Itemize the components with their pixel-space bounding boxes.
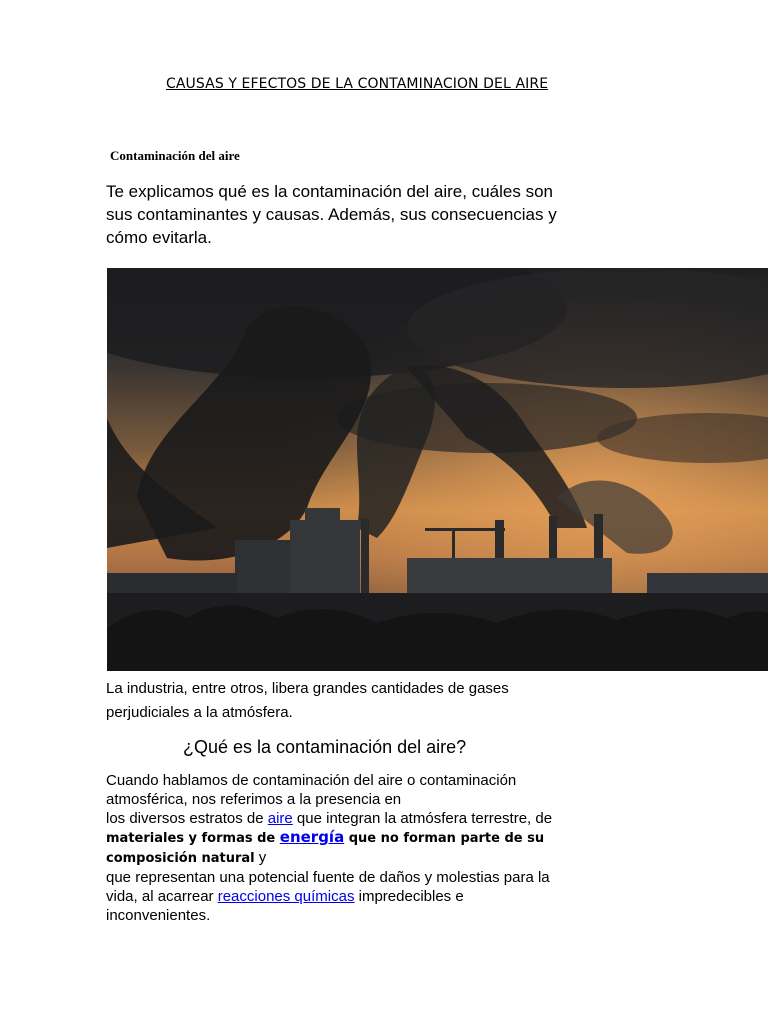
body-bold-2: que no forman parte de su composición natural (106, 831, 545, 866)
body-text-3: que integran la atmósfera terrestre, de (292, 810, 553, 827)
body-text-6: impredecibles e inconvenientes. (106, 888, 464, 924)
intro-paragraph: Te explicamos qué es la contaminación del aire, cuáles son sus contaminantes y causas. Además, sus consecuencias y cómo evitarla. (106, 182, 557, 247)
body-paragraph (106, 771, 566, 925)
question-heading: ¿Qué es la contaminación del aire? (183, 737, 467, 757)
body-line-1: Cuando hablamos de contaminación del aire o contaminación atmosférica, nos referimos a la presencia en (106, 772, 517, 808)
body-text-2: los diversos estratos de (106, 810, 268, 827)
link-reacciones-quimicas[interactable]: reacciones químicas (217, 888, 355, 905)
pollution-photo (107, 268, 768, 671)
link-energia[interactable]: energía (279, 828, 345, 846)
body-bold-1: materiales y formas de (106, 831, 280, 846)
image-caption: La industria, entre otros, libera grandes cantidades de gases perjudiciales a la atmósfera. (106, 680, 509, 721)
document-title: CAUSAS Y EFECTOS DE LA CONTAMINACION DEL AIRE (166, 76, 549, 92)
section-heading: Contaminación del aire (110, 148, 240, 163)
body-text-5: que representan una potencial fuente de daños y molestias para la vida, al acarrear (106, 869, 550, 905)
body-text-4: y (254, 849, 267, 866)
link-aire[interactable]: aire (267, 810, 293, 827)
